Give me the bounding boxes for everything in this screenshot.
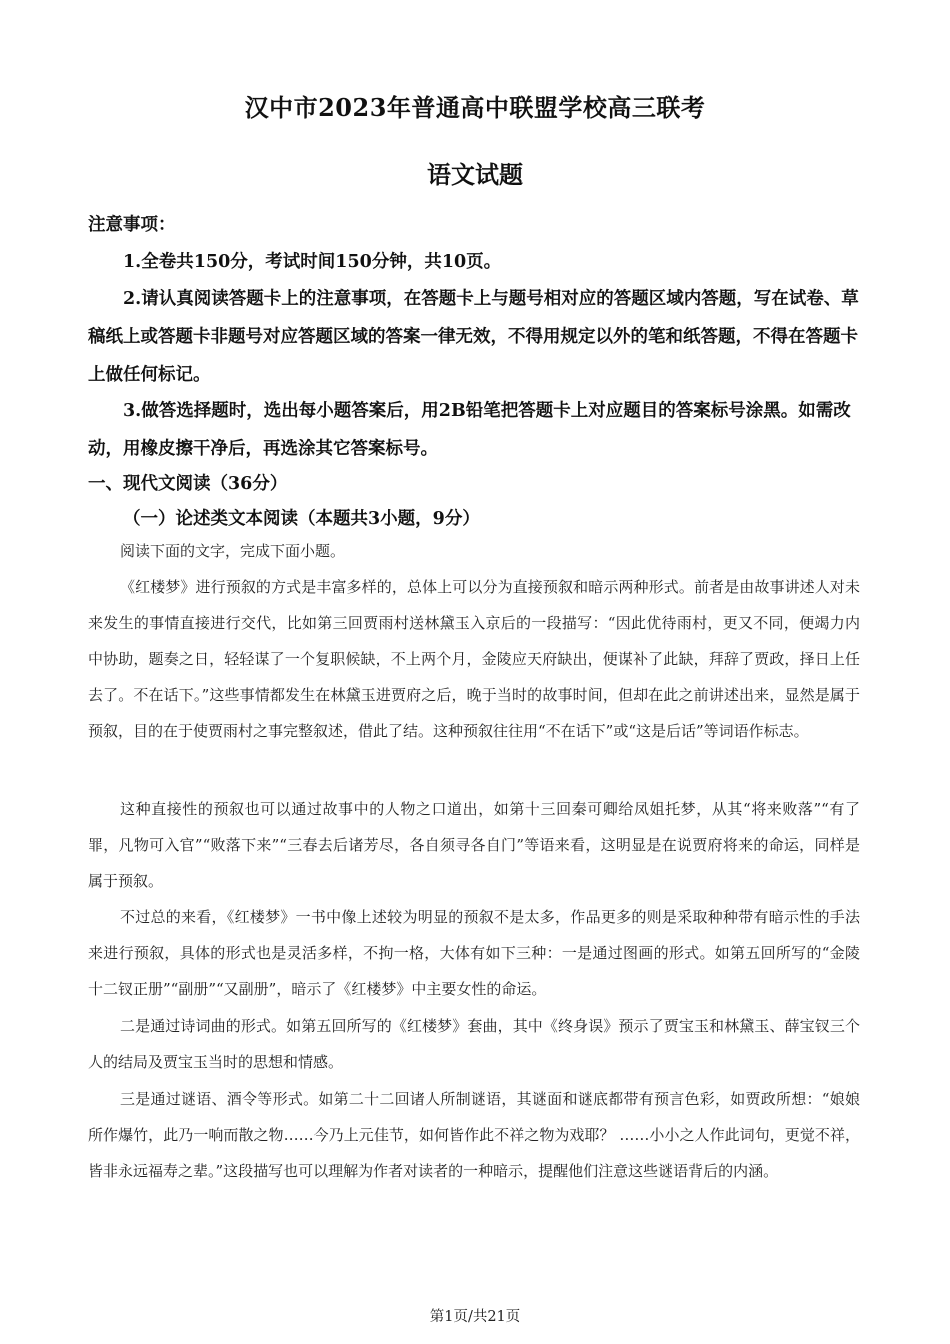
reading-paragraph-5: 三是通过谜语、酒令等形式。如第二十二回诸人所制谜语，其谜面和谜底都带有预言色彩，如贾政所想：“娘娘所作爆竹，此乃一响而散之物……今乃上元佳节，如何皆作此不祥之物为戏耶？ ……小小之人作此词句，更觉不祥，皆非永远福寿之辈。”这段描写也可以理解为作者对读者的一种暗示，提醒他们注意这些谜语背后的内涵。 bbox=[88, 1090, 860, 1180]
reading-paragraph-3: 不过总的来看，《红楼梦》一书中像上述较为明显的预叙不是太多，作品更多的则是采取种种带有暗示性的手法来进行预叙，具体的形式也是灵活多样，不拘一格，大体有如下三种：一是通过图画的形式。如第五回所写的“金陵十二钗正册”“副册”“又副册”，暗示了《红楼梦》中主要女性的命运。 bbox=[88, 908, 860, 998]
notice-item-1: 1.全卷共150分，考试时间150分钟，共10页。 bbox=[123, 252, 502, 272]
notice-item-3: 3.做答选择题时，选出每小题答案后，用2B铅笔把答题卡上对应题目的答案标号涂黑。如需改动，用橡皮擦干净后，再选涂其它答案标号。 bbox=[88, 401, 851, 459]
reading-paragraph-2: 这种直接性的预叙也可以通过故事中的人物之口道出，如第十三回秦可卿给凤姐托梦，从其“将来败落”“有了罪，凡物可入官”“败落下来”“三春去后诸芳尽，各自须寻各自门”等语来看，这明显是在说贾府将来的命运，同样是属于预叙。 bbox=[88, 800, 860, 890]
reading-paragraph-4: 二是通过诗词曲的形式。如第五回所写的《红楼梦》套曲，其中《终身误》预示了贾宝玉和林黛玉、薛宝钗三个人的结局及贾宝玉当时的思想和情感。 bbox=[88, 1017, 860, 1071]
exam-title: 汉中市2023年普通高中联盟学校高三联考 bbox=[244, 93, 706, 122]
notice-item-2: 2.请认真阅读答题卡上的注意事项，在答题卡上与题号相对应的答题区域内答题，写在试卷、草稿纸上或答题卡非题号对应答题区域的答案一律无效，不得用规定以外的笔和纸答题，不得在答题卡上做任何标记。 bbox=[88, 289, 859, 385]
reading-paragraph-1: 《红楼梦》进行预叙的方式是丰富多样的，总体上可以分为直接预叙和暗示两种形式。前者是由故事讲述人对未来发生的事情直接进行交代，比如第三回贾雨村送林黛玉入京后的一段描写：“因此优待雨村，更又不同，便竭力内中协助，题奏之日，轻轻谋了一个复职候缺，不上两个月，金陵应天府缺出，便谋补了此缺，拜辞了贾政，择日上任去了。不在话下。”这些事情都发生在林黛玉进贾府之后，晚于当时的故事时间，但却在此之前讲述出来，显然是属于预叙，目的在于使贾雨村之事完整叙述，借此了结。这种预叙往往用“不在话下”或“这是后话”等词语作标志。 bbox=[88, 578, 860, 740]
reading-instruction: 阅读下面的文字，完成下面小题。 bbox=[120, 542, 346, 560]
notice-heading: 注意事项： bbox=[88, 215, 176, 235]
subsection-heading-argumentative: （一）论述类文本阅读（本题共3小题，9分） bbox=[123, 509, 480, 529]
section-heading-modern-reading: 一、现代文阅读（36分） bbox=[88, 474, 288, 494]
exam-subtitle: 语文试题 bbox=[427, 160, 523, 189]
page-number-footer: 第1页/共21页 bbox=[429, 1309, 521, 1325]
